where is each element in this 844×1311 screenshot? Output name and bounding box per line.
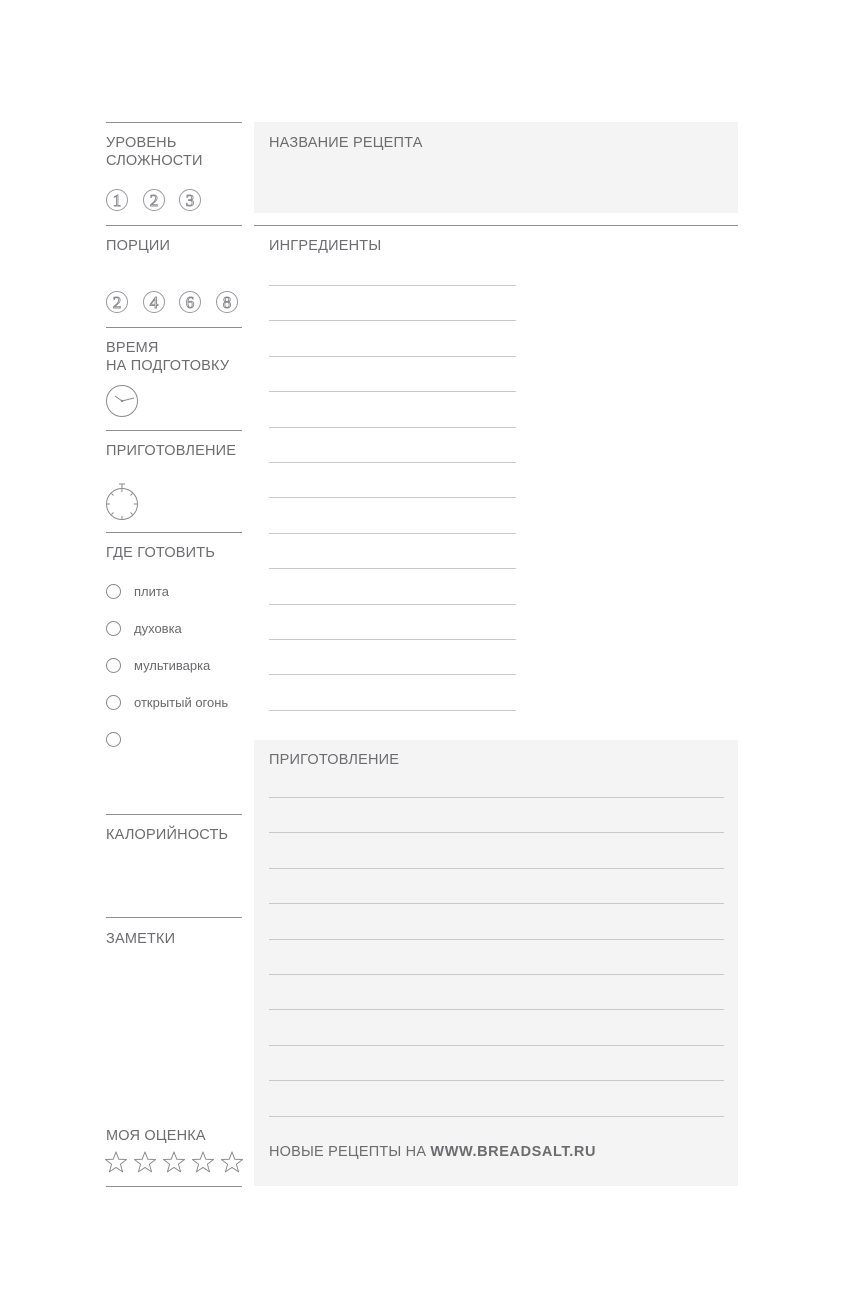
ingredient-line[interactable]	[269, 674, 516, 675]
option-multicooker-label: мультиварка	[134, 658, 211, 673]
preparation-line[interactable]	[269, 1116, 724, 1117]
ingredient-line[interactable]	[269, 427, 516, 428]
divider	[106, 1186, 242, 1187]
radio-multicooker[interactable]	[106, 658, 121, 673]
preparation-line[interactable]	[269, 903, 724, 904]
ingredient-line[interactable]	[269, 533, 516, 534]
ingredients-divider	[254, 225, 738, 226]
servings-option-8[interactable]: 8	[216, 291, 238, 313]
divider	[106, 917, 242, 918]
rating-stars[interactable]	[104, 1151, 244, 1175]
preparation-line[interactable]	[269, 1009, 724, 1010]
divider	[106, 327, 242, 328]
preparation-panel[interactable]	[254, 740, 738, 1186]
footer-site-link[interactable]: WWW.BREADSALT.RU	[430, 1144, 597, 1160]
radio-stove[interactable]	[106, 584, 121, 599]
footer-prefix: НОВЫЕ РЕЦЕПТЫ НА	[269, 1144, 431, 1160]
ingredient-line[interactable]	[269, 391, 516, 392]
calories-label: КАЛОРИЙНОСТЬ	[106, 827, 229, 843]
radio-other[interactable]	[106, 732, 121, 747]
ingredient-line[interactable]	[269, 462, 516, 463]
ingredients-label: ИНГРЕДИЕНТЫ	[269, 238, 382, 254]
star-icon[interactable]	[220, 1151, 244, 1173]
ingredient-line[interactable]	[269, 285, 516, 286]
stopwatch-icon	[105, 482, 140, 522]
notes-label: ЗАМЕТКИ	[106, 931, 176, 947]
servings-option-6[interactable]: 6	[179, 291, 201, 313]
ingredient-line[interactable]	[269, 710, 516, 711]
divider	[106, 225, 242, 226]
preparation-line[interactable]	[269, 939, 724, 940]
preparation-line[interactable]	[269, 868, 724, 869]
divider	[106, 532, 242, 533]
divider	[106, 122, 242, 123]
where-to-cook-label: ГДЕ ГОТОВИТЬ	[106, 545, 216, 561]
preparation-line[interactable]	[269, 974, 724, 975]
star-icon[interactable]	[191, 1151, 215, 1173]
ingredient-line[interactable]	[269, 568, 516, 569]
preparation-line[interactable]	[269, 1080, 724, 1081]
radio-open-fire[interactable]	[106, 695, 121, 710]
footer-promo	[269, 1144, 596, 1160]
difficulty-level-3[interactable]: 3	[179, 189, 201, 211]
servings-option-4[interactable]: 4	[143, 291, 165, 313]
servings-option-2[interactable]: 2	[106, 291, 128, 313]
difficulty-level-1[interactable]: 1	[106, 189, 128, 211]
servings-label: ПОРЦИИ	[106, 238, 171, 254]
difficulty-level-2[interactable]: 2	[143, 189, 165, 211]
preparation-label: ПРИГОТОВЛЕНИЕ	[269, 752, 400, 768]
preparation-line[interactable]	[269, 797, 724, 798]
preparation-line[interactable]	[269, 1045, 724, 1046]
ingredient-line[interactable]	[269, 320, 516, 321]
cooking-label: ПРИГОТОВЛЕНИЕ	[106, 443, 237, 459]
clock-icon	[105, 384, 139, 418]
divider	[106, 430, 242, 431]
difficulty-label: УРОВЕНЬ СЛОЖНОСТИ	[106, 135, 203, 169]
radio-oven[interactable]	[106, 621, 121, 636]
ingredient-line[interactable]	[269, 639, 516, 640]
rating-label: МОЯ ОЦЕНКА	[106, 1128, 206, 1144]
star-icon[interactable]	[133, 1151, 157, 1173]
ingredient-line[interactable]	[269, 497, 516, 498]
preparation-line[interactable]	[269, 832, 724, 833]
option-oven-label: духовка	[134, 621, 182, 636]
star-icon[interactable]	[104, 1151, 128, 1173]
star-icon[interactable]	[162, 1151, 186, 1173]
option-open-fire-label: открытый огонь	[134, 695, 229, 710]
prep-time-label: ВРЕМЯ НА ПОДГОТОВКУ	[106, 340, 230, 374]
divider	[106, 814, 242, 815]
option-stove-label: плита	[134, 584, 169, 599]
ingredient-line[interactable]	[269, 356, 516, 357]
recipe-title-label: НАЗВАНИЕ РЕЦЕПТА	[269, 135, 423, 151]
ingredient-line[interactable]	[269, 604, 516, 605]
